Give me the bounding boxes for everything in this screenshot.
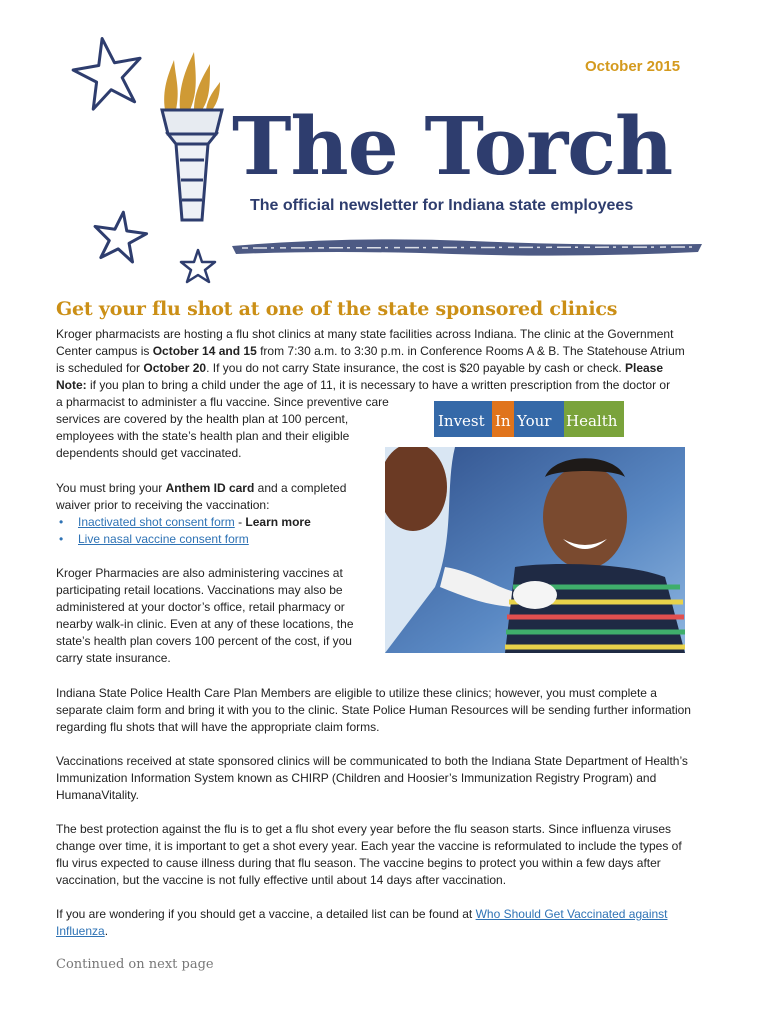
inactivated-shot-consent-link[interactable]: Inactivated shot consent form <box>78 515 235 529</box>
issue-date: October 2015 <box>585 58 681 75</box>
article-headline: Get your flu shot at one of the state sponsored clinics <box>56 298 618 320</box>
vaccination-photo <box>385 447 685 653</box>
bullet-icon: • <box>59 515 64 529</box>
torch-logo <box>70 30 250 290</box>
brush-stroke-divider <box>232 232 702 262</box>
bullet-icon: • <box>59 532 64 546</box>
paragraph-chirp: Vaccinations received at state sponsored clinics will be communicated to both the Indiana State Department of Health’s Immunization Information System known as CHIRP (Children and Hoosier’s Immunization Registry Program) and HumanaVitality. <box>56 754 688 802</box>
invest-logo-word: Your <box>517 412 552 430</box>
learn-more-link[interactable]: Learn more <box>245 515 311 529</box>
paragraph-who-should: If you are wondering if you should get a vaccine, a detailed list can be found at Who Should Get Vaccinated against Influenza. <box>56 907 668 938</box>
invest-logo-word: In <box>495 412 511 430</box>
newsletter-title: The Torch <box>232 99 673 193</box>
who-should-get-vaccinated-link[interactable]: Who Should Get Vaccinated against Influenza <box>56 907 668 938</box>
invest-logo-word: Health <box>566 412 618 430</box>
live-nasal-consent-link[interactable]: Live nasal vaccine consent form <box>78 532 249 546</box>
consent-form-list <box>56 514 376 548</box>
paragraph-retail-locations: Kroger Pharmacies are also administering vaccines at participating retail locations. Vaccinations may also be administered at your doctor’s office, retail pharmacy or nearby walk-in clinic. Even at any of these locations, the state’s health plan covers 100 percent of the cost, if you carry state insurance. <box>56 566 354 665</box>
invest-in-your-health-logo <box>434 399 624 439</box>
paragraph-clinics-continued <box>56 394 391 462</box>
continued-note: Continued on next page <box>56 957 214 972</box>
paragraph-state-police: Indiana State Police Health Care Plan Members are eligible to utilize these clinics; however, you must complete a separate claim form and bring it with you to the clinic. State Police Human Resources will be sending further information regarding flu shots that will have the appropriate claim forms. <box>56 686 691 734</box>
newsletter-subtitle: The official newsletter for Indiana state employees <box>250 197 634 214</box>
torch-handle-icon <box>162 110 222 220</box>
list-item: • Inactivated shot consent form - Learn more <box>59 515 311 529</box>
paragraph-requirements: You must bring your Anthem ID card and a completed waiver prior to receiving the vaccination: <box>56 481 347 512</box>
paragraph-clinics-text: a pharmacist to administer a flu vaccine. Since preventive care services are covered by the health plan at 100 percent, employees with the state’s health plan and their eligible dependents should get vaccinated. <box>56 395 389 460</box>
star-icon <box>70 33 147 112</box>
paragraph-clinics: Kroger pharmacists are hosting a flu shot clinics at many state facilities across Indiana. The clinic at the Government Center campus is October 14 and 15 from 7:30 a.m. to 3:30 p.m. in Conference Rooms A & B. The Statehouse Atrium is scheduled for October 20. If you do not carry State insurance, the cost is $20 payable by cash or check. Please Note: if you plan to bring a child under the age of 11, it is necessary to have a written prescription from the doctor or <box>56 327 685 392</box>
paragraph-clinics-text: if you plan to bring a child under the age of 11, it is necessary to have a written prescription from the doctor or <box>90 378 671 392</box>
flame-icon <box>164 52 220 110</box>
list-item <box>56 531 376 548</box>
star-icon <box>91 209 149 264</box>
star-icon <box>181 250 215 282</box>
invest-logo-word: Invest <box>438 412 485 430</box>
paragraph-protection: The best protection against the flu is to get a flu shot every year before the flu season starts. Since influenza viruses change over time, it is important to get a shot every year. Each year the vaccine is reformulated to include the types of flu virus expected to cause illness during that flu season. The vaccine begins to protect you within a few days after vaccination, but the vaccine is not fully effective until about 14 days after vaccination. <box>56 822 682 887</box>
